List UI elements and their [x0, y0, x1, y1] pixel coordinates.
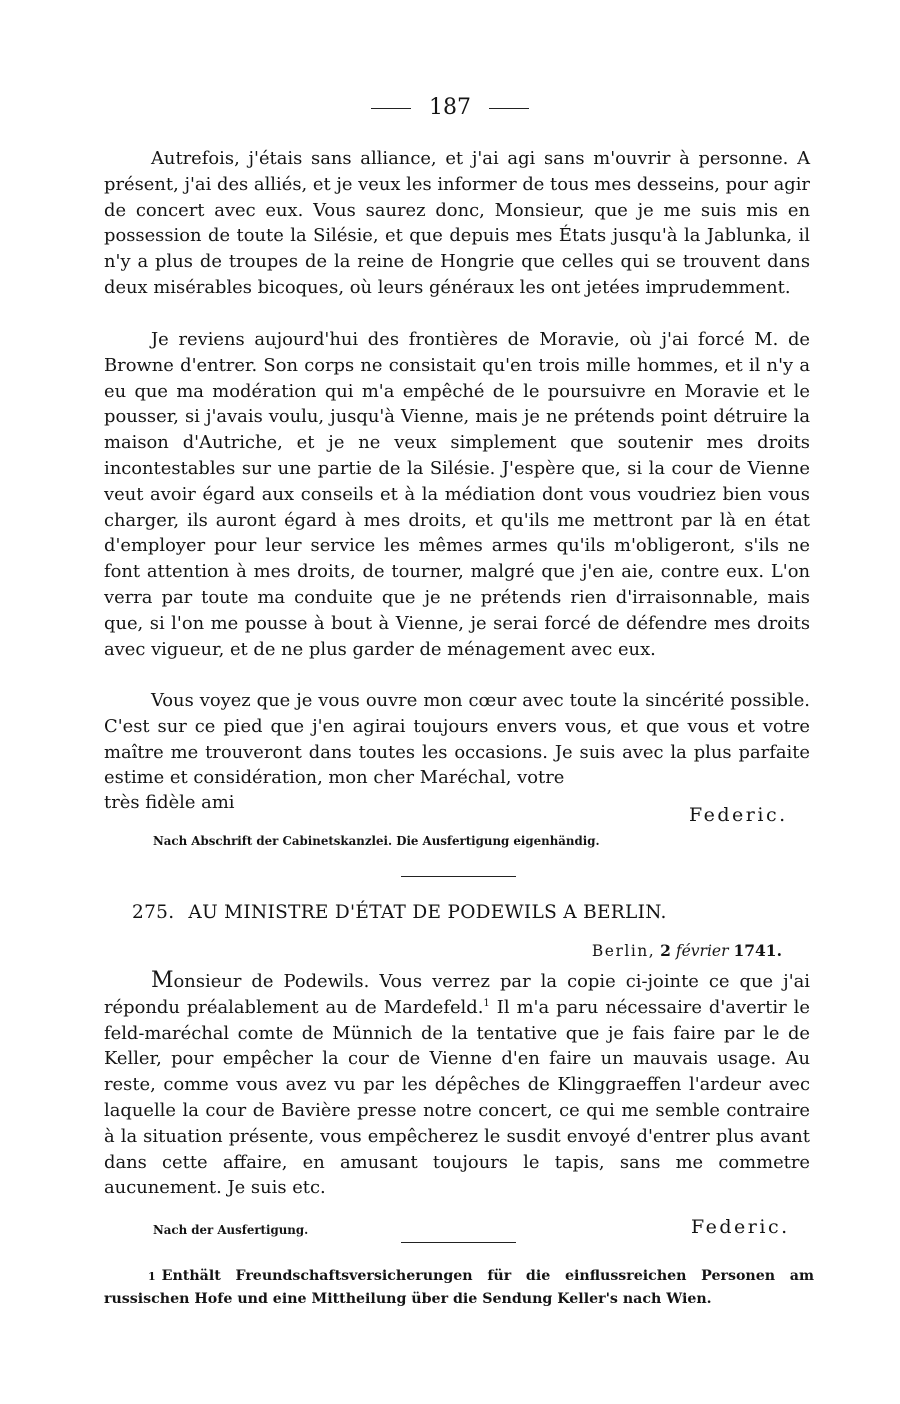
letter-275-source-note: Nach der Ausfertigung.: [153, 1223, 309, 1237]
header-dash-right: [489, 108, 529, 109]
date-day: 2: [660, 941, 671, 960]
letter-275-signature: Federic.: [691, 1216, 790, 1238]
letter-275-heading: [132, 902, 667, 923]
date-month: février: [675, 942, 729, 960]
letter-275-body-part-1: onsieur de Podewils. Vous verrez par la copie ci-jointe ce que j'ai répondu préalablement au de Mardefeld.: [104, 971, 810, 1018]
letter-274-signature: Federic.: [689, 804, 788, 826]
letter-275-title: AU MINISTRE D'ÉTAT DE PODEWILS A BERLIN.: [188, 902, 667, 923]
footnote: [104, 1265, 814, 1310]
footnote-reference: 1: [483, 997, 490, 1009]
footnote-mark: 1: [148, 1270, 156, 1283]
letter-274-paragraph-3: Vous voyez que je vous ouvre mon cœur avec toute la sincérité possible. C'est sur ce pied que j'en agirai toujours envers vous, et que vous et votre maître me trouveront dans toutes les occasions. Je suis avec la plus parfaite estime et considération, mon cher Maréchal, votre: [104, 690, 810, 789]
date-year: 1741.: [733, 941, 782, 960]
page-header: [0, 95, 900, 120]
section-divider: [401, 876, 516, 877]
date-place: Berlin,: [591, 942, 656, 960]
letter-274-closing: très fidèle ami: [104, 792, 235, 813]
salutation-initial: M: [151, 968, 174, 993]
header-dash-left: [371, 108, 411, 109]
letter-275-body: [104, 968, 810, 1201]
letter-275-body-part-2: Il m'a paru nécessaire d'avertir le feld-maréchal comte de Münnich de la tentative que je fais faire par le de Keller, pour empêcher la cour de Vienne d'en faire un mauvais usage. Au reste, comme vous avez vu par les dépêches de Klinggraeffen l'ardeur avec laquelle la cour de Bavière presse notre concert, ce qui me semble contraire à la situation présente, vous empêcherez le susdit envoyé d'entrer plus avant dans cette affaire, en amusant toujours le tapis, sans me commetre aucunement. Je suis etc.: [104, 996, 810, 1199]
footnote-text: Enthält Freundschaftsversicherungen für die einflussreichen Personen am russischen Hofe und eine Mittheilung über die Sendung Keller's nach Wien.: [104, 1268, 814, 1307]
letter-274-paragraph-1: Autrefois, j'étais sans alliance, et j'ai agi sans m'ouvrir à personne. A présent, j'ai des alliés, et je veux les informer de tous mes desseins, pour agir de concert avec eux. Vous saurez donc, Monsieur, que je me suis mis en possession de toute la Silésie, et que depuis mes États jusqu'à la Jablunka, il n'y a plus de troupes de la reine de Hongrie que celles qui se trouvent dans deux misérables bicoques, où leurs généraux les ont jetées imprudemment.: [104, 148, 810, 298]
footnote-divider: [401, 1242, 516, 1243]
letter-274-source-note: Nach Abschrift der Cabinetskanzlei. Die Ausfertigung eigenhändig.: [153, 834, 600, 848]
page-number: 187: [429, 95, 471, 120]
letter-274-paragraph-2: Je reviens aujourd'hui des frontières de Moravie, où j'ai forcé M. de Browne d'entrer. Son corps ne consistait qu'en trois mille hommes, et il n'y a eu que ma modération qui m'a empêché de le poursuivre en Moravie et le pousser, si j'avais voulu, jusqu'à Vienne, mais je ne prétends point détruire la maison d'Autriche, et je ne veux simplement que soutenir mes droits incontestables sur une partie de la Silésie. J'espère que, si la cour de Vienne veut avoir égard aux conseils et à la médiation dont vous voudriez bien vous charger, ils auront égard à mes droits, et qu'ils me mettront par là en état d'employer pour leur service les mêmes armes qu'ils m'obligeront, s'ils ne font attention à mes droits, de tourner, malgré que j'en aie, contre eux. L'on verra par toute ma conduite que je ne prétends rien d'irraisonnable, mais que, si l'on me pousse à bout à Vienne, je serai forcé de défendre mes droits avec vigueur, et de ne plus garder de ménagement avec eux.: [104, 329, 810, 660]
letter-275-number: 275.: [132, 902, 175, 923]
letter-275-date: [592, 941, 782, 960]
